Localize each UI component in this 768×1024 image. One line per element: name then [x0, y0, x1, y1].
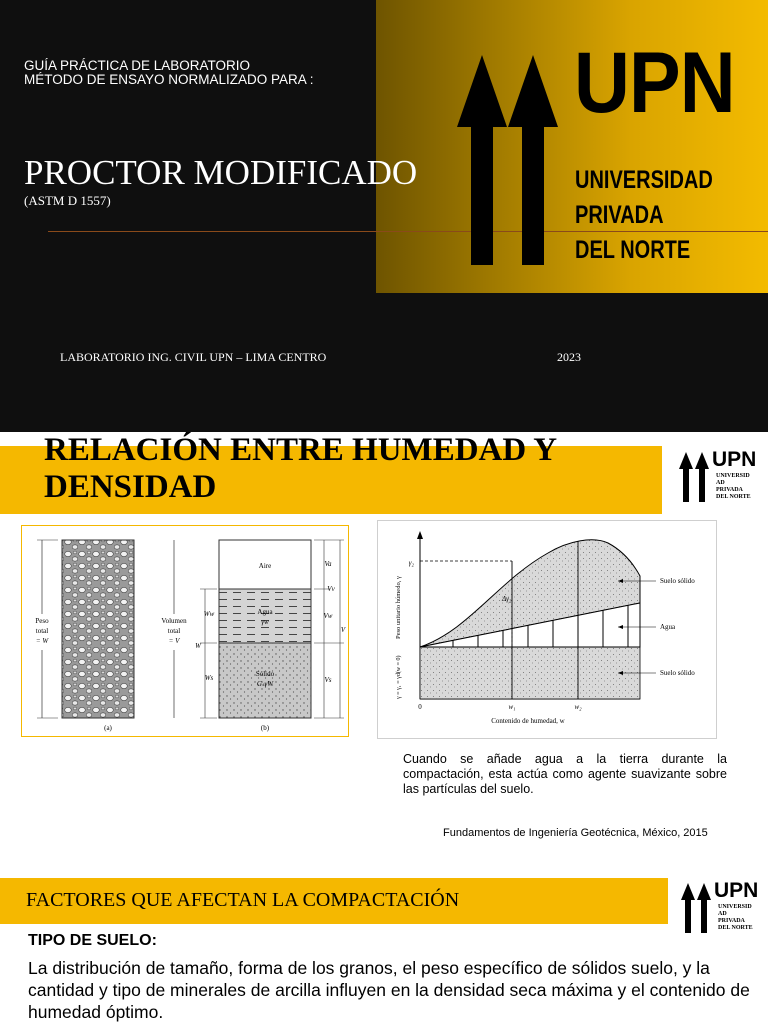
- guide-line-2: MÉTODO DE ENSAYO NORMALIZADO PARA :: [24, 72, 314, 87]
- divider-line: [48, 231, 768, 232]
- y-axis-title: Peso unitario húmedo, γ: [395, 576, 402, 639]
- upn-line-3: PRIVADA: [718, 918, 745, 924]
- upn-acronym: UPN: [714, 879, 759, 902]
- slide-title-line-1: RELACIÓN ENTRE HUMEDAD Y: [44, 432, 558, 468]
- compaction-factors-slide: [0, 864, 768, 1024]
- moisture-diagram-svg: [378, 521, 716, 738]
- slide-title: [44, 432, 604, 506]
- upn-arrows-icon: [452, 55, 562, 265]
- callout-soil-bottom: Suelo sólido: [660, 669, 695, 677]
- vs-label: Vs: [324, 676, 332, 684]
- citation: Fundamentos de Ingeniería Geotécnica, México, 2015: [443, 827, 708, 839]
- phase-diagram-svg: [22, 526, 348, 736]
- upn-line-1: UNIVERSID: [716, 473, 750, 479]
- upn-line-4: DEL NORTE: [718, 925, 753, 931]
- soil-sample-block: [62, 540, 134, 718]
- cover-footer: LABORATORIO ING. CIVIL UPN – LIMA CENTRO: [60, 350, 327, 364]
- upn-line-1: UNIVERSIDAD: [575, 166, 713, 194]
- vw-label: Vw: [323, 612, 333, 620]
- peso-label: Peso: [35, 617, 49, 625]
- gamma2-label: γ₂: [408, 559, 414, 567]
- callout-water: Agua: [660, 623, 676, 631]
- water-phase: [219, 589, 311, 643]
- gs-label: GₛγW: [256, 680, 274, 688]
- total2-label: total: [167, 627, 181, 635]
- slide-title-line-2: DENSIDAD: [44, 469, 217, 505]
- w1-label: w₁: [508, 703, 516, 711]
- ws-label: Ws: [204, 674, 214, 682]
- upn-line-2: AD: [716, 480, 725, 486]
- moisture-unit-weight-diagram: [377, 520, 717, 739]
- v-label: V: [340, 626, 346, 634]
- label-a: (a): [104, 724, 112, 732]
- x-axis-title: Contenido de humedad, w: [491, 717, 565, 725]
- label-b: (b): [260, 724, 270, 732]
- cover-slide: [0, 0, 768, 432]
- section-body: La distribución de tamaño, forma de los granos, el peso específico de sólidos suelo, y la cantidad y tipo de minerales de arcilla influyen en la densidad seca máxima y el contenido de humedad óptimo.: [28, 958, 750, 1022]
- cover-subtitle: (ASTM D 1557): [24, 193, 111, 208]
- va-label: Va: [324, 560, 332, 568]
- upn-acronym: UPN: [712, 448, 757, 471]
- upn-line-3: DEL NORTE: [575, 236, 691, 264]
- soil-phase-diagram: [21, 525, 349, 737]
- upn-line-1: UNIVERSID: [718, 904, 752, 910]
- aire-label: Aire: [258, 562, 272, 570]
- agua-label: Agua: [257, 608, 273, 616]
- ww-label: Ww: [203, 610, 215, 618]
- upn-acronym: UPN: [574, 35, 735, 131]
- moisture-density-slide: [0, 432, 768, 864]
- solido-label: Sólido: [255, 670, 275, 678]
- callout-soil-top: Suelo sólido: [660, 577, 695, 585]
- w2-label: w₂: [574, 703, 582, 711]
- weight-eq-label: = W: [35, 637, 49, 645]
- upn-line-2: PRIVADA: [575, 201, 664, 229]
- cover-year: 2023: [557, 350, 581, 364]
- guide-line-1: GUÍA PRÁCTICA DE LABORATORIO: [24, 58, 251, 73]
- vv-label: Vv: [327, 585, 335, 593]
- base-soil-band: [420, 647, 640, 699]
- upn-line-2: AD: [718, 911, 727, 917]
- total-label: total: [35, 627, 49, 635]
- upn-line-3: PRIVADA: [716, 487, 743, 493]
- upn-logo: [668, 878, 768, 948]
- y-low-label: γ = γ₁ = γd(w = 0): [396, 655, 402, 699]
- cover-title: PROCTOR MODIFICADO: [24, 153, 418, 192]
- gamma-w-label: γw: [261, 618, 269, 626]
- upn-arrows-icon: [678, 452, 712, 502]
- volumen-label: Volumen: [161, 617, 187, 625]
- volume-eq-label: = V: [168, 637, 180, 645]
- section-heading: TIPO DE SUELO:: [28, 932, 157, 949]
- x-origin-label: 0: [418, 703, 422, 711]
- upn-line-4: DEL NORTE: [716, 494, 751, 500]
- upn-logo: [662, 444, 768, 515]
- upn-arrows-icon: [680, 883, 714, 933]
- w-label: W: [195, 642, 201, 650]
- delta-gamma-label: Δγ₂: [502, 595, 512, 603]
- explanation-paragraph: Cuando se añade agua a la tierra durante la compactación, esta actúa como agente suavizante sobre las partículas del suelo.: [403, 752, 727, 796]
- slide-title: FACTORES QUE AFECTAN LA COMPACTACIÓN: [26, 889, 460, 911]
